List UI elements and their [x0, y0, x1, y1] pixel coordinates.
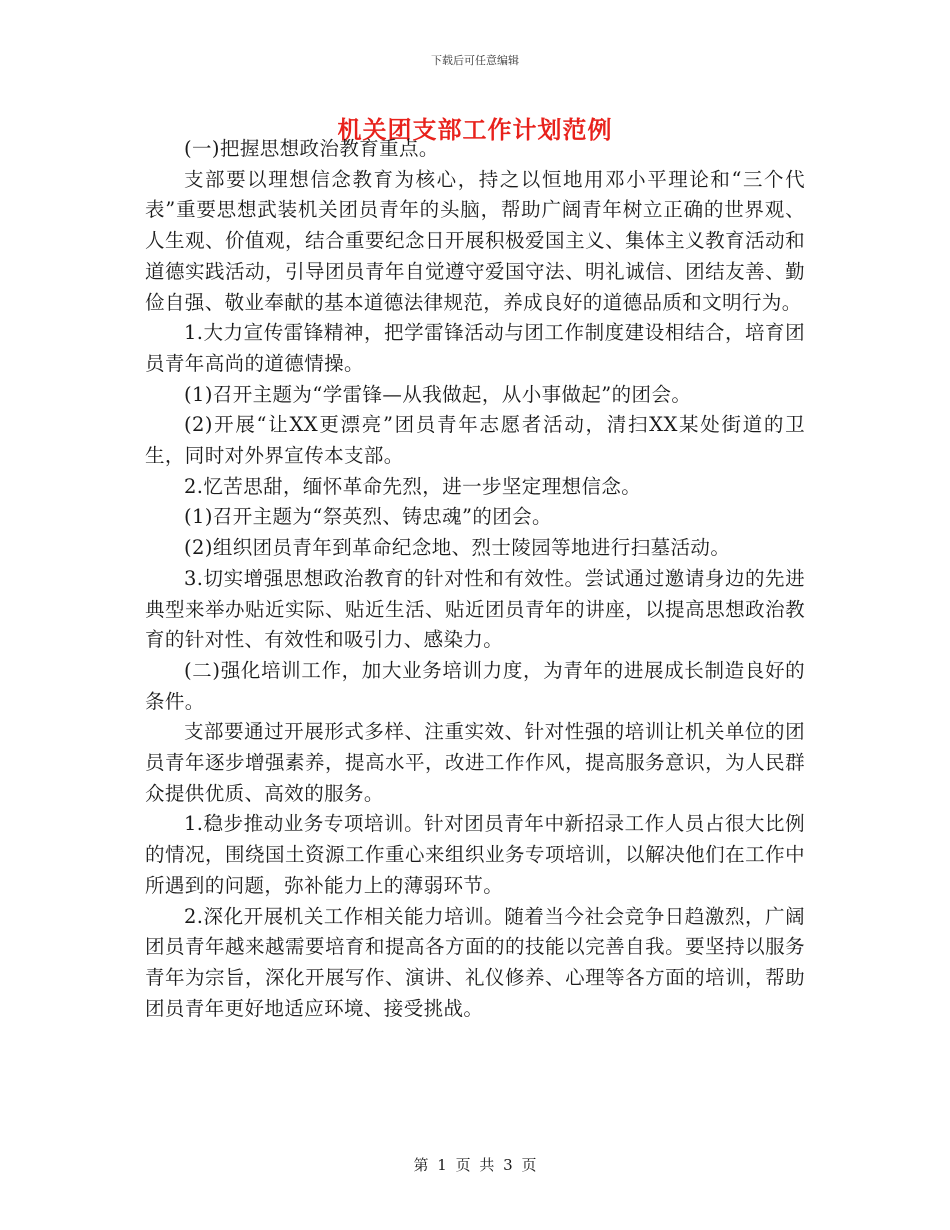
sub-item: (2)开展“让XX更漂亮”团员青年志愿者活动，清扫XX某处街道的卫生，同时对外界宣传本支部。 [145, 413, 805, 468]
document-title: 机关团支部工作计划范例 [337, 116, 613, 144]
list-item-1: 1.大力宣传雷锋精神，把学雷锋活动与团工作制度建设相结合，培育团员青年高尚的道德情操。 [145, 321, 805, 375]
section-heading-2: (二)强化培训工作，加大业务培训力度，为青年的进展成长制造良好的条件。 [145, 658, 805, 713]
body-paragraph: 支部要以理想信念教育为核心，持之以恒地用邓小平理论和“三个代表”重要思想武装机关团员青年的头脑，帮助广阔青年树立正确的世界观、人生观、价值观，结合重要纪念日开展积极爱国主义、集体主义教育活动和道德实践活动，引导团员青年自觉遵守爱国守法、明礼诚信、团结友善、勤俭自强、敬业奉献的基本道德法律规范，养成良好的道德品质和文明行为。 [145, 167, 805, 314]
list-item-2: 2.深化开展机关工作相关能力培训。随着当今社会竞争日趋激烈，广阔团员青年越来越需要培育和提高各方面的的技能以完善自我。要坚持以服务青年为宗旨，深化开展写作、演讲、礼仪修养、心理等各方面的培训，帮助团员青年更好地适应环境、接受挑战。 [145, 904, 805, 1020]
list-item-1: 1.稳步推动业务专项培训。针对团员青年中新招录工作人员占很大比例的情况，围绕国土资源工作重心来组织业务专项培训，以解决他们在工作中所遇到的问题，弥补能力上的薄弱环节。 [145, 812, 805, 897]
document-body [145, 134, 805, 1024]
sub-item: (2)组织团员青年到革命纪念地、烈士陵园等地进行扫墓活动。 [184, 536, 731, 560]
page-footer: 第 1 页 共 3 页 [413, 1156, 537, 1174]
page-header: 下载后可任意编辑 [431, 54, 519, 67]
section-heading-1: (一)把握思想政治教育重点。 [184, 137, 439, 160]
sub-item: (1)召开主题为“祭英烈、铸忠魂”的团会。 [184, 505, 552, 529]
list-item-2: 2.忆苦思甜，缅怀革命先烈，进一步坚定理想信念。 [184, 474, 642, 498]
body-paragraph: 支部要通过开展形式多样、注重实效、针对性强的培训让机关单位的团员青年逐步增强素养，提高水平，改进工作作风，提高服务意识，为人民群众提供优质、高效的服务。 [145, 720, 805, 805]
list-item-3: 3.切实增强思想政治教育的针对性和有效性。尝试通过邀请身边的先进典型来举办贴近实际、贴近生活、贴近团员青年的讲座，以提高思想政治教育的针对性、有效性和吸引力、感染力。 [145, 566, 805, 652]
sub-item: (1)召开主题为“学雷锋—从我做起，从小事做起”的团会。 [184, 382, 692, 406]
